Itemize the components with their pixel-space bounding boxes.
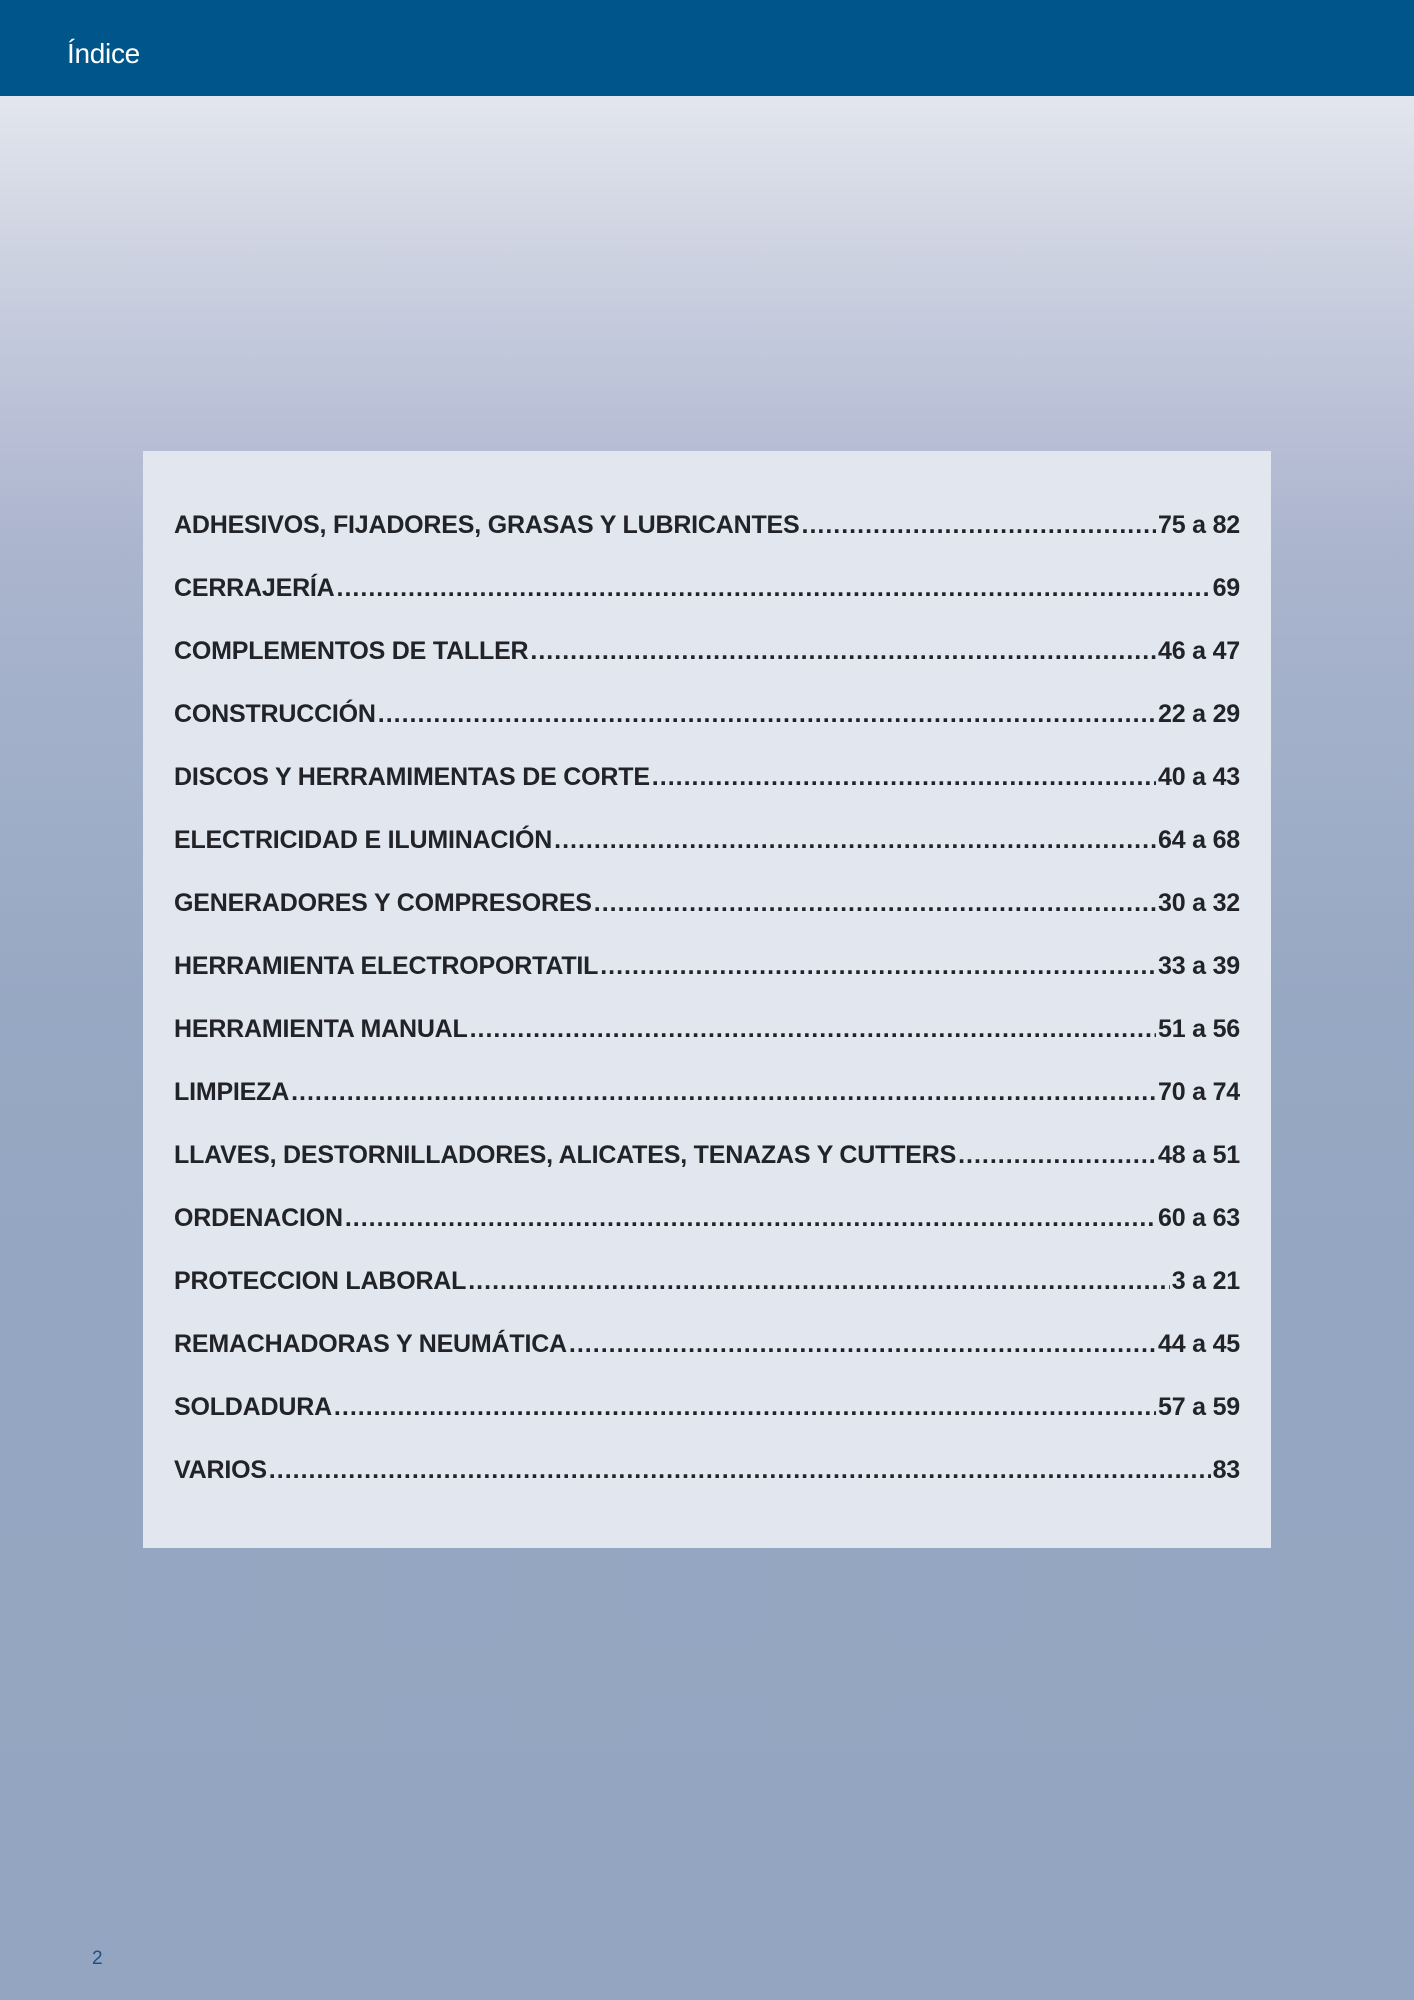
index-entry-construccion[interactable] — [174, 700, 1240, 763]
index-entry-complementos-de-taller[interactable] — [174, 637, 1240, 700]
index-entry-label: PROTECCION LABORAL — [174, 1267, 467, 1295]
index-entry-varios[interactable] — [174, 1456, 1240, 1519]
dot-leader — [530, 637, 1156, 666]
index-entry-herramienta-manual[interactable] — [174, 1015, 1240, 1078]
index-entry-herramienta-electroportatil[interactable] — [174, 952, 1240, 1015]
index-entry-limpieza[interactable] — [174, 1078, 1240, 1141]
index-entry-label: HERRAMIENTA ELECTROPORTATIL — [174, 952, 599, 980]
index-entry-pages: 33 a 39 — [1157, 952, 1240, 980]
index-entry-pages: 51 a 56 — [1157, 1015, 1240, 1043]
index-entry-label: SOLDADURA — [174, 1393, 332, 1421]
index-entry-adhesivos[interactable] — [174, 511, 1240, 574]
index-entry-pages: 75 a 82 — [1157, 511, 1240, 539]
index-entry-pages: 69 — [1212, 574, 1240, 602]
index-entry-proteccion-laboral[interactable] — [174, 1267, 1240, 1330]
index-entry-label: ORDENACION — [174, 1204, 343, 1232]
index-entry-pages: 30 a 32 — [1157, 889, 1240, 917]
index-entry-label: HERRAMIENTA MANUAL — [174, 1015, 468, 1043]
index-entry-label: LLAVES, DESTORNILLADORES, ALICATES, TENAZAS Y CUTTERS — [174, 1141, 957, 1169]
page-title: Índice — [67, 38, 140, 69]
dot-leader — [569, 1330, 1156, 1359]
index-entry-pages: 64 a 68 — [1157, 826, 1240, 854]
index-entry-discos[interactable] — [174, 763, 1240, 826]
dot-leader — [554, 826, 1156, 855]
index-entry-label: REMACHADORAS Y NEUMÁTICA — [174, 1330, 567, 1358]
dot-leader — [594, 889, 1156, 918]
index-entry-electricidad[interactable] — [174, 826, 1240, 889]
index-entry-pages: 44 a 45 — [1157, 1330, 1240, 1358]
index-entry-label: CERRAJERÍA — [174, 574, 335, 602]
index-entry-pages: 57 a 59 — [1157, 1393, 1240, 1421]
dot-leader — [291, 1078, 1156, 1107]
index-entry-label: COMPLEMENTOS DE TALLER — [174, 637, 529, 665]
index-entry-label: CONSTRUCCIÓN — [174, 700, 376, 728]
dot-leader — [958, 1141, 1156, 1170]
index-list — [174, 511, 1240, 1519]
dot-leader — [337, 574, 1211, 603]
index-entry-cerrajeria[interactable] — [174, 574, 1240, 637]
index-entry-pages: 48 a 51 — [1157, 1141, 1240, 1169]
index-entry-label: GENERADORES Y COMPRESORES — [174, 889, 592, 917]
dot-leader — [468, 1267, 1169, 1296]
page-number: 2 — [92, 1948, 103, 1969]
dot-leader — [378, 700, 1156, 729]
index-entry-pages: 70 a 74 — [1157, 1078, 1240, 1106]
index-entry-pages: 46 a 47 — [1157, 637, 1240, 665]
index-entry-pages: 83 — [1212, 1456, 1240, 1484]
dot-leader — [652, 763, 1156, 792]
index-entry-soldadura[interactable] — [174, 1393, 1240, 1456]
index-entry-pages: 40 a 43 — [1157, 763, 1240, 791]
index-entry-pages: 22 a 29 — [1157, 700, 1240, 728]
index-panel — [143, 451, 1271, 1548]
dot-leader — [470, 1015, 1156, 1044]
dot-leader — [345, 1204, 1156, 1233]
index-entry-label: DISCOS Y HERRAMIMENTAS DE CORTE — [174, 763, 650, 791]
index-entry-pages: 3 a 21 — [1171, 1267, 1240, 1295]
index-entry-llaves[interactable] — [174, 1141, 1240, 1204]
index-entry-label: LIMPIEZA — [174, 1078, 290, 1106]
index-entry-label: VARIOS — [174, 1456, 267, 1484]
index-entry-label: ELECTRICIDAD E ILUMINACIÓN — [174, 826, 553, 854]
dot-leader — [600, 952, 1156, 981]
header-bar — [0, 0, 1414, 96]
dot-leader — [269, 1456, 1211, 1485]
index-entry-generadores[interactable] — [174, 889, 1240, 952]
index-entry-pages: 60 a 63 — [1157, 1204, 1240, 1232]
dot-leader — [334, 1393, 1156, 1422]
index-entry-label: ADHESIVOS, FIJADORES, GRASAS Y LUBRICANTES — [174, 511, 800, 539]
index-entry-remachadoras[interactable] — [174, 1330, 1240, 1393]
index-entry-ordenacion[interactable] — [174, 1204, 1240, 1267]
dot-leader — [802, 511, 1156, 540]
